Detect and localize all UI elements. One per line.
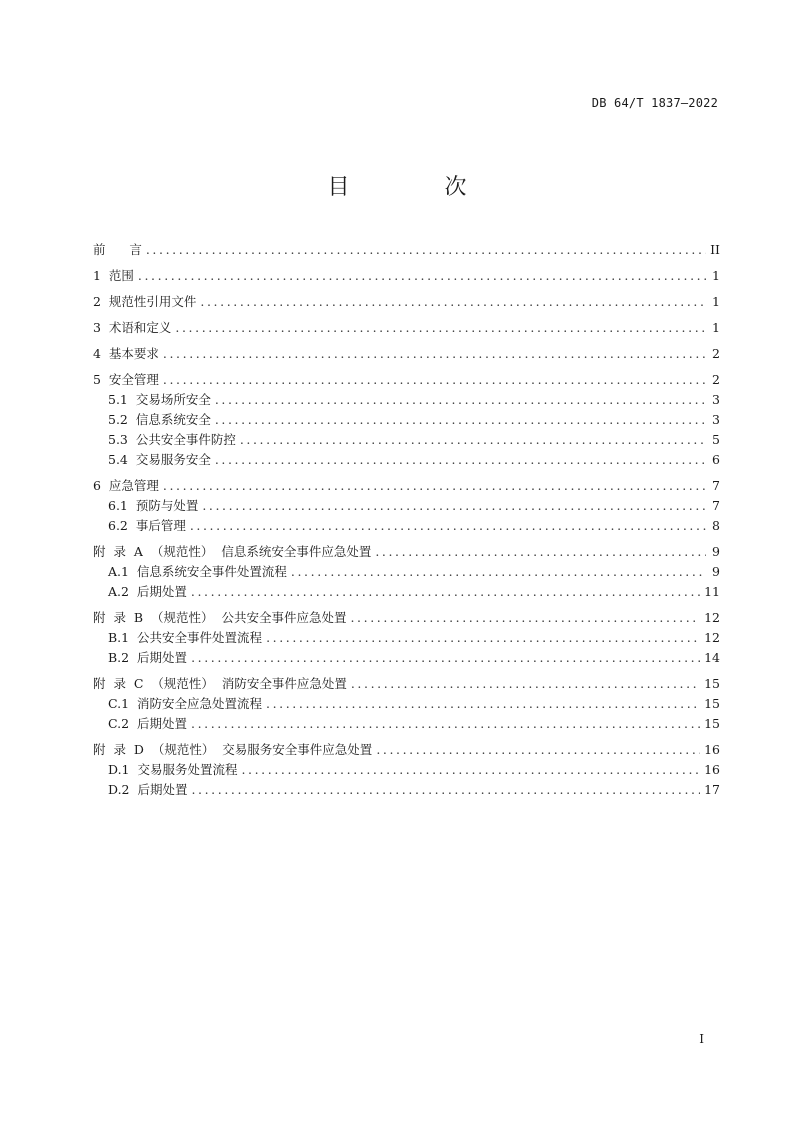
toc-entry-page: 9 <box>712 564 720 579</box>
toc-entry-label: 5.2 信息系统安全 <box>108 412 211 427</box>
toc-entry-label: 6.2 事后管理 <box>108 518 186 533</box>
toc-entry-page: 1 <box>712 294 720 309</box>
toc-leader-dots <box>376 742 700 757</box>
toc-entry-page: 6 <box>712 452 720 467</box>
toc-entry-label: B.1 公共安全事件处置流程 <box>108 630 263 645</box>
toc-entry[interactable] <box>93 694 720 714</box>
toc-entry-label: 2 规范性引用文件 <box>93 294 197 309</box>
toc-leader-dots <box>375 544 706 559</box>
toc-entry[interactable] <box>93 450 720 470</box>
toc-entry-page: 2 <box>712 372 720 387</box>
toc-leader-dots <box>191 782 700 797</box>
toc-entry[interactable] <box>93 516 720 536</box>
toc-leader-dots <box>146 242 706 257</box>
toc-entry[interactable] <box>93 318 720 338</box>
toc-leader-dots <box>191 584 700 599</box>
toc-leader-dots <box>163 346 706 361</box>
toc-leader-dots <box>240 432 706 447</box>
toc-entry-label: A.2 后期处置 <box>108 584 187 599</box>
toc-entry[interactable] <box>93 674 720 694</box>
toc-leader-dots <box>175 320 706 335</box>
toc-entry-page: 16 <box>704 742 720 757</box>
toc-leader-dots <box>351 676 700 691</box>
toc-entry-label: 6 应急管理 <box>93 478 159 493</box>
table-of-contents <box>93 240 720 800</box>
toc-entry-page: 8 <box>712 518 720 533</box>
toc-entry-label: C.1 消防安全应急处置流程 <box>108 696 262 711</box>
toc-entry-label: 5.3 公共安全事件防控 <box>108 432 236 447</box>
toc-entry[interactable] <box>93 562 720 582</box>
toc-entry-label: 5.1 交易场所安全 <box>108 392 211 407</box>
toc-leader-dots <box>191 716 700 731</box>
toc-entry[interactable] <box>93 476 720 496</box>
toc-entry-label: 5.4 交易服务安全 <box>108 452 211 467</box>
page-title: 目 次 <box>327 175 511 200</box>
toc-entry[interactable] <box>93 390 720 410</box>
toc-entry-label: 附 录 C （规范性） 消防安全事件应急处置 <box>93 676 347 691</box>
toc-leader-dots <box>266 696 700 711</box>
toc-entry-page: 3 <box>712 392 720 407</box>
toc-entry-page: 17 <box>704 782 720 797</box>
toc-entry[interactable] <box>93 410 720 430</box>
toc-entry-page: 14 <box>704 650 720 665</box>
toc-leader-dots <box>215 412 706 427</box>
toc-entry[interactable] <box>93 292 720 312</box>
toc-leader-dots <box>215 392 706 407</box>
toc-entry-page: 7 <box>712 478 720 493</box>
toc-leader-dots <box>191 650 700 665</box>
toc-entry-page: 3 <box>712 412 720 427</box>
toc-entry-page: 2 <box>712 346 720 361</box>
toc-entry-label: 3 术语和定义 <box>93 320 172 335</box>
toc-entry[interactable] <box>93 760 720 780</box>
toc-entry[interactable] <box>93 430 720 450</box>
toc-entry[interactable] <box>93 780 720 800</box>
toc-leader-dots <box>190 518 706 533</box>
toc-entry-page: 7 <box>712 498 720 513</box>
toc-entry[interactable] <box>93 582 720 602</box>
toc-entry-page: 16 <box>704 762 720 777</box>
toc-leader-dots <box>350 610 700 625</box>
toc-entry[interactable] <box>93 496 720 516</box>
toc-entry-page: 5 <box>712 432 720 447</box>
toc-leader-dots <box>138 268 706 283</box>
toc-entry-label: D.1 交易服务处置流程 <box>108 762 238 777</box>
toc-entry-label: C.2 后期处置 <box>108 716 187 731</box>
toc-entry[interactable] <box>93 370 720 390</box>
toc-leader-dots <box>202 498 706 513</box>
toc-entry[interactable] <box>93 740 720 760</box>
toc-entry[interactable] <box>93 714 720 734</box>
toc-leader-dots <box>291 564 706 579</box>
toc-entry[interactable] <box>93 648 720 668</box>
toc-entry-label: 6.1 预防与处置 <box>108 498 199 513</box>
toc-entry-page: 12 <box>704 630 720 645</box>
toc-entry[interactable] <box>93 542 720 562</box>
toc-entry-page: 1 <box>712 268 720 283</box>
toc-entry-page: 11 <box>704 584 720 599</box>
page-number: I <box>699 1032 704 1046</box>
toc-entry-page: 12 <box>704 610 720 625</box>
toc-leader-dots <box>241 762 700 777</box>
toc-entry-label: 附 录 D （规范性） 交易服务安全事件应急处置 <box>93 742 373 757</box>
toc-entry-label: 1 范围 <box>93 268 134 283</box>
toc-entry-page: II <box>710 242 720 257</box>
toc-entry-label: 5 安全管理 <box>93 372 159 387</box>
toc-entry-label: 附 录 B （规范性） 公共安全事件应急处置 <box>93 610 347 625</box>
toc-entry-page: 1 <box>712 320 720 335</box>
toc-entry-label: D.2 后期处置 <box>108 782 188 797</box>
document-code: DB 64/T 1837—2022 <box>591 96 718 110</box>
toc-leader-dots <box>163 372 706 387</box>
toc-leader-dots <box>215 452 706 467</box>
toc-entry[interactable] <box>93 608 720 628</box>
toc-entry-label: 附 录 A （规范性） 信息系统安全事件应急处置 <box>93 544 372 559</box>
toc-entry-page: 9 <box>712 544 720 559</box>
toc-leader-dots <box>200 294 706 309</box>
toc-entry[interactable] <box>93 240 720 260</box>
toc-entry-page: 15 <box>704 676 720 691</box>
toc-entry[interactable] <box>93 628 720 648</box>
toc-entry-label: B.2 后期处置 <box>108 650 188 665</box>
toc-entry-page: 15 <box>704 696 720 711</box>
toc-leader-dots <box>266 630 700 645</box>
toc-entry[interactable] <box>93 344 720 364</box>
toc-entry-page: 15 <box>704 716 720 731</box>
toc-entry-label: 前 言 <box>93 242 142 257</box>
toc-entry-label: A.1 信息系统安全事件处置流程 <box>108 564 287 579</box>
toc-entry-label: 4 基本要求 <box>93 346 159 361</box>
toc-entry[interactable] <box>93 266 720 286</box>
toc-leader-dots <box>163 478 706 493</box>
